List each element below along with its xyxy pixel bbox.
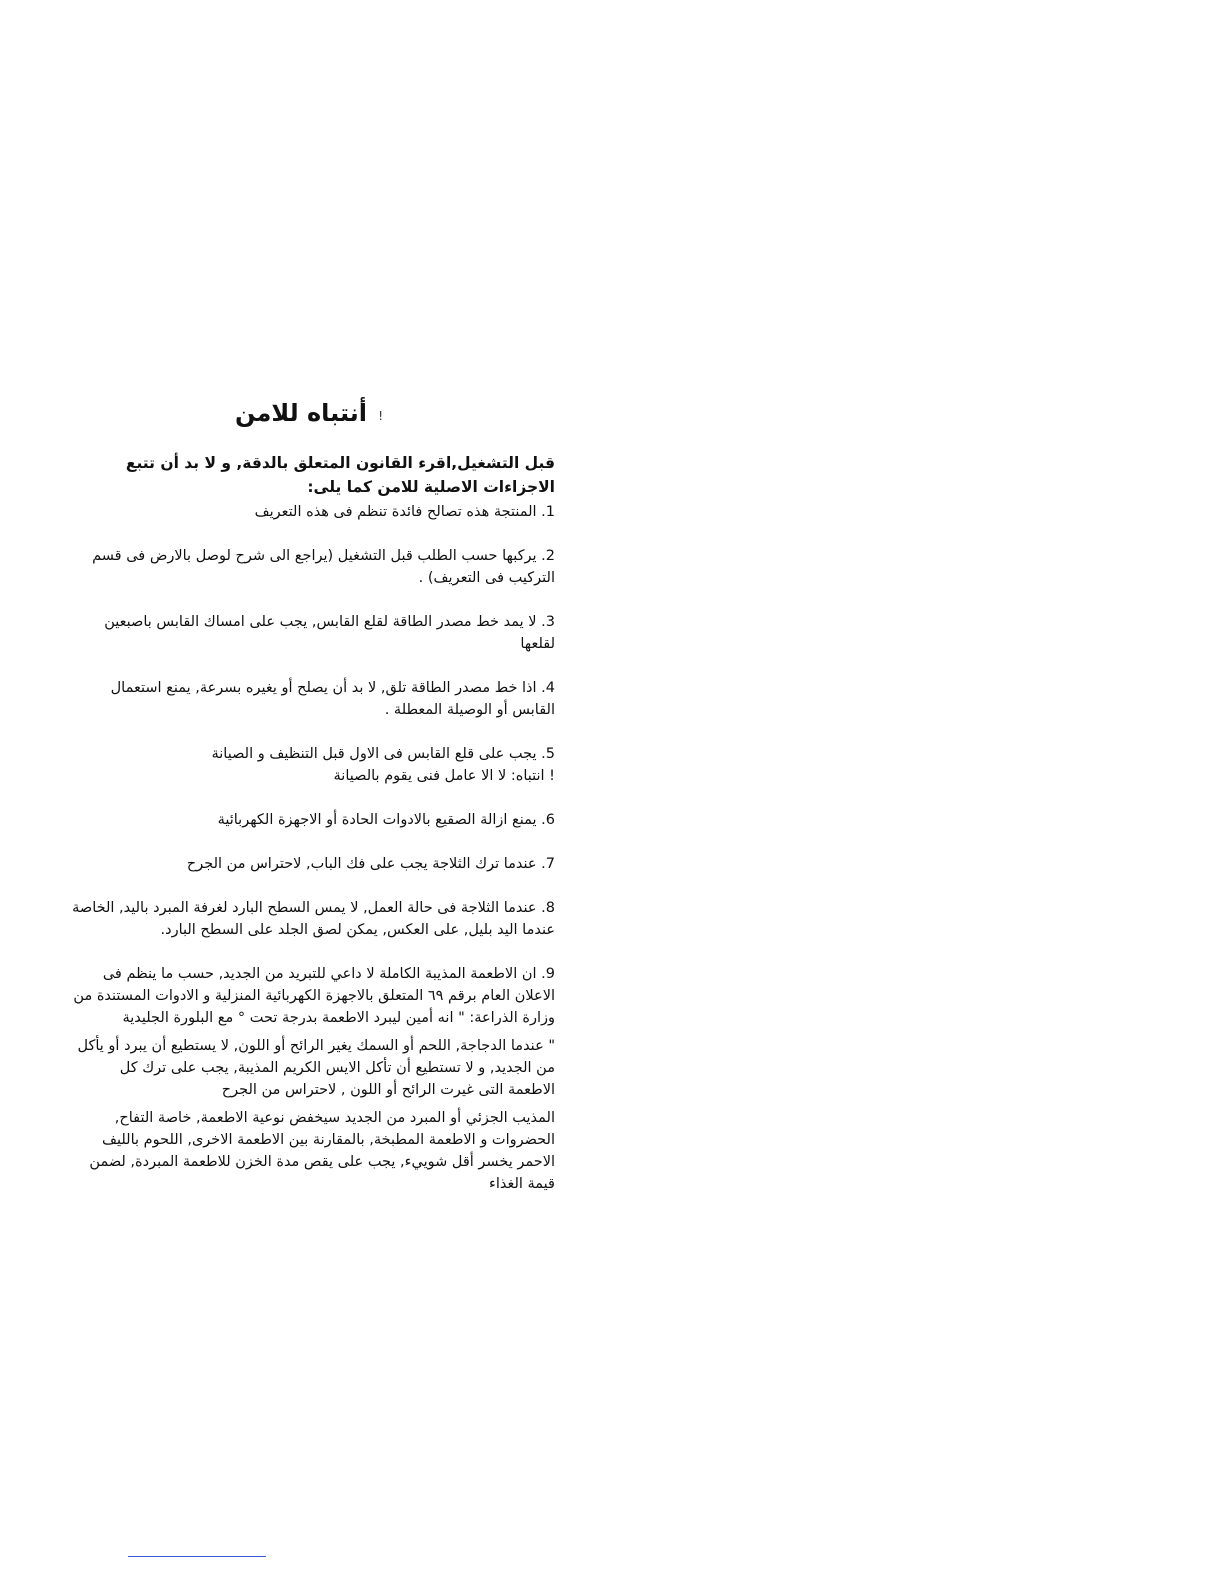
list-item-8: 8. عندما الثلاجة فى حالة العمل, لا يمس السطح البارد لغرفة المبرد باليد, الخاصة عندما اليد بليل, على العكس, يمكن لصق الجلد على السطح البارد. <box>72 900 555 938</box>
list-item-7: 7. عندما ترك الثلاجة يجب على فك الباب, لاحتراس من الجرح <box>186 856 555 872</box>
footnote-separator-line <box>128 1556 266 1557</box>
safety-warning-page <box>70 395 555 1195</box>
intro-text: قبل التشغيل,اقرء القانون المتعلق بالدقة, و لا بد أن تتبع الاجزاءات الاصلية للامن كما يلى: <box>125 454 555 496</box>
list-item-1: 1. المنتجة هذه تصالح فائدة تنظم فى هذه التعريف <box>254 504 555 520</box>
list-item-5: 5. يجب على قلع القابس فى الاول قبل التنظيف و الصيانة <box>211 746 555 762</box>
list-item-9: 9. ان الاطعمة المذيبة الكاملة لا داعي للتبريد من الجديد, حسب ما ينظم فى الاعلان العام برقم ٦٩ المتعلق بالاجهزة الكهربائية المنزلية و الادوات المستندة من وزارة الذراعة: " انه أمين ليبرد الاطعمة بدرجة تحت ° مع البلورة الجليدية <box>73 966 555 1026</box>
page-title: أنتباه للامن <box>234 399 367 427</box>
list-item-4: 4. اذا خط مصدر الطاقة تلق, لا بد أن يصلح أو يغيره بسرعة, يمنع استعمال القابس أو الوصيلة المعطلة . <box>110 680 555 718</box>
list-item-3: 3. لا يمد خط مصدر الطاقة لقلع القابس, يجب على امساك القابس باصبعين لقلعها <box>104 614 555 652</box>
title-exclamation-mark: ! <box>378 409 383 423</box>
list-item-2: 2. يركبها حسب الطلب قبل التشغيل (يراجع الى شرح لوصل بالارض فى قسم التركيب فى التعريف) . <box>92 548 555 586</box>
list-item-6: 6. يمنع ازالة الصقيع بالادوات الحادة أو الاجهزة الكهربائية <box>217 812 555 828</box>
paragraph-spoiled-food: " عندما الدجاجة, اللحم أو السمك يغير الرائح أو اللون, لا يستطيع أن يبرد أو يأكل من الجديد, و لا تستطيع أن تأكل الايس الكريم المذيبة, يجب على ترك كل الاطعمة التى غيرت الرائح أو اللون , لاحتراس من الجرح <box>77 1038 555 1098</box>
paragraph-refreeze-quality: المذيب الجزئي أو المبرد من الجديد سيخفض نوعية الاطعمة, خاصة التفاح, الحضروات و الاطعمة المطبخة, بالمقارنة بين الاطعمة الاخرى, اللحوم بالليف الاحمر يخسر أقل شوييء, يجب على يقص مدة الخزن للاطعمة المبردة, لضمن قيمة الغذاء <box>89 1110 555 1192</box>
list-item-5-note: ! انتباه: لا الا عامل فنى يقوم بالصيانة <box>333 768 555 784</box>
title-row <box>70 395 555 441</box>
